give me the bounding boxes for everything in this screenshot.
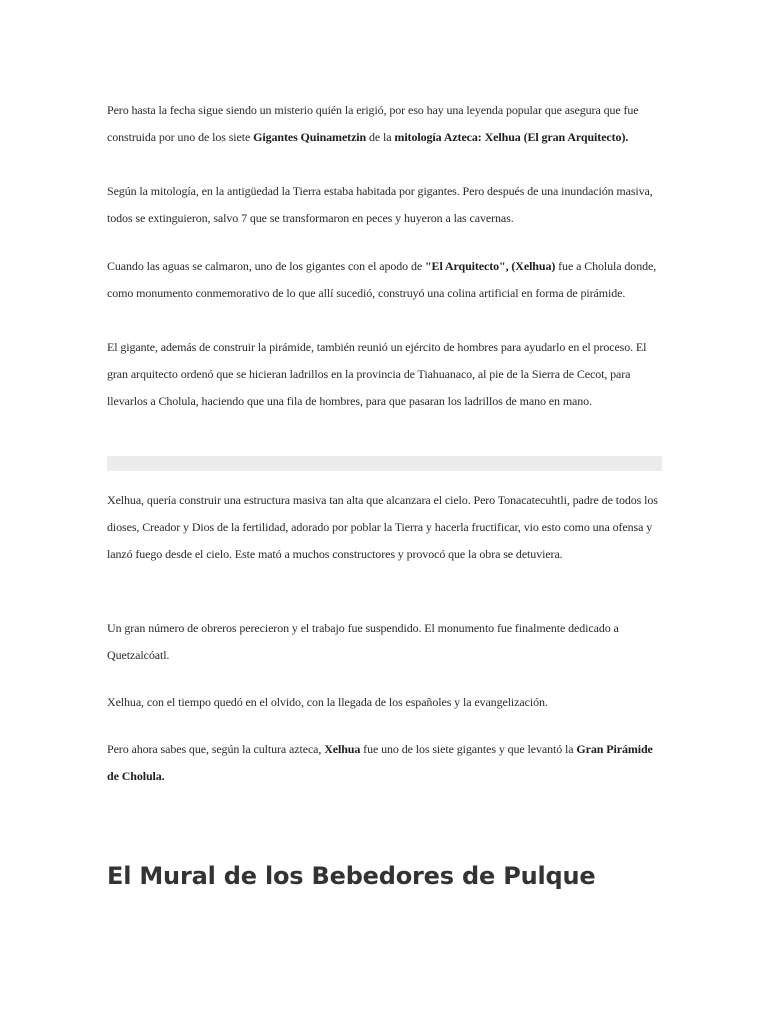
text: de la [366, 130, 395, 144]
paragraph-obreros: Un gran número de obreros perecieron y el trabajo fue suspendido. El monumento fue finalmente dedicado a Quetzalcóatl. [107, 621, 619, 662]
divider-bar [107, 456, 662, 471]
paragraph-mitologia: Según la mitología, en la antigüedad la Tierra estaba habitada por gigantes. Pero después de una inundación masiva, todos se extinguieron, salvo 7 que se transformaron en peces y huyeron a las cavernas. [107, 184, 653, 225]
bold-text: "El Arquitecto", (Xelhua) [424, 259, 556, 273]
paragraph-piramide: El gigante, además de construir la pirámide, también reunió un ejército de hombres para ayudarlo en el proceso. El gran arquitecto ordenó que se hicieran ladrillos en la provincia de Tiahuanaco, al pie de la Sierra de Cecot, para llevarlos a Cholula, haciendo que una fila de hombres, para que pasaran los ladrillos de mano en mano. [107, 340, 647, 408]
bold-text: Gran Pirámide de Cholula. [107, 742, 653, 783]
text: fue a Cholula donde, como monumento conmemorativo de lo que allí sucedió, construyó una colina artificial en forma de pirámide. [107, 259, 657, 300]
section-heading: El Mural de los Bebedores de Pulque [107, 862, 596, 890]
paragraph-arquitecto [107, 253, 663, 307]
text: Pero ahora sabes que, según la cultura azteca, [107, 742, 325, 756]
text: fue uno de los siete gigantes y que levantó la [360, 742, 577, 756]
text: Cuando las aguas se calmaron, uno de los gigantes con el apodo de [107, 259, 425, 273]
paragraph-olvido: Xelhua, con el tiempo quedó en el olvido, con la llegada de los españoles y la evangelización. [107, 695, 548, 709]
bold-text: Xelhua [324, 742, 361, 756]
bold-text: Gigantes Quinametzin [253, 130, 367, 144]
paragraph-tonacatecuhtli: Xelhua, quería construir una estructura masiva tan alta que alcanzara el cielo. Pero Tonacatecuhtli, padre de todos los dioses, Creador y Dios de la fertilidad, adorado por poblar la Tierra y hacerla fructificar, vio esto como una ofensa y lanzó fuego desde el cielo. Este mató a muchos constructores y provocó que la obra se detuviera. [107, 493, 658, 561]
bold-text: mitología Azteca: Xelhua (El gran Arquitecto). [394, 130, 629, 144]
paragraph-gigantes [107, 97, 663, 151]
paragraph-conclusion [107, 736, 663, 790]
text: Pero hasta la fecha sigue siendo un misterio quién la erigió, por eso hay una leyenda popular que asegura que fue construida por uno de los siete [107, 103, 639, 144]
